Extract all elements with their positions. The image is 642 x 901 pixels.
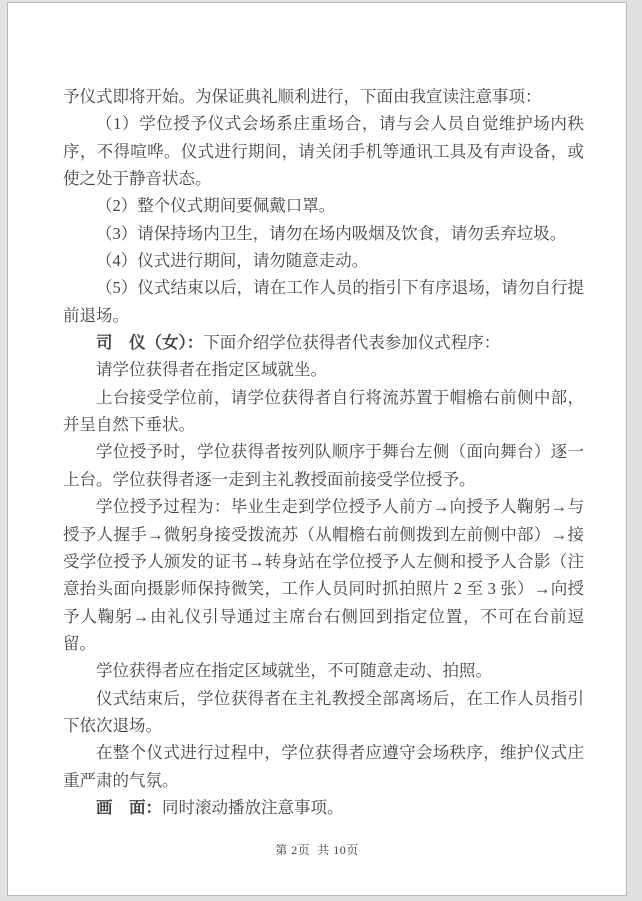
paragraph: 学位授予过程为：毕业生走到学位授予人前方→向授予人鞠躬→与授予人握手→微躬身接受拨流苏（从帽檐右前侧拨到左前侧中部）→接受学位授予人颁发的证书→转身站在学位授予人左侧和授予人合影（注意抬头面向摄影师保持微笑，工作人员同时抓拍照片 2 至 3 张）→向授予人鞠躬→由礼仪引导通过主席台右侧回到指定位置，不可在台前逗留。	[63, 497, 584, 653]
paragraph: 学位授予时，学位获得者按列队顺序于舞台左侧（面向舞台）逐一上台。学位获得者逐一走到主礼教授面前接受学位授予。	[63, 442, 584, 489]
speaker-label: 司 仪（女）：	[96, 333, 204, 353]
page-footer: 第 2页 共 10页	[275, 843, 359, 857]
paragraph: 学位获得者应在指定区域就坐，不可随意走动、拍照。	[96, 661, 492, 681]
paragraph: （1）学位授予仪式会场系庄重场合，请与会人员自觉维护场内秩序，不得喧哗。仪式进行期间，请关闭手机等通讯工具及有声设备，或使之处于静音状态。	[63, 114, 584, 189]
paragraph: 仪式结束后，学位获得者在主礼教授全部离场后，在工作人员指引下依次退场。	[63, 688, 584, 735]
paragraph: （3）请保持场内卫生，请勿在场内吸烟及饮食，请勿丢弃垃圾。	[96, 223, 567, 243]
paragraph: 在整个仪式进行过程中，学位获得者应遵守会场秩序，维护仪式庄重严肃的气氛。	[63, 743, 584, 790]
paragraph: 予仪式即将开始。为保证典礼顺利进行，下面由我宣读注意事项：	[63, 87, 542, 106]
speaker-label: 画 面：	[96, 797, 162, 817]
document-page	[7, 2, 627, 896]
paragraph: （5）仪式结束以后，请在工作人员的指引下有序退场，请勿自行提前退场。	[63, 278, 584, 325]
paragraph: 画 面：同时滚动播放注意事项。	[96, 797, 344, 817]
paragraph: 上台接受学位前，请学位获得者自行将流苏置于帽檐右前侧中部，并呈自然下垂状。	[63, 387, 584, 435]
paragraph: （2）整个仪式期间要佩戴口罩。	[96, 196, 336, 216]
paragraph: 请学位获得者在指定区域就坐。	[96, 360, 327, 380]
document-body	[63, 83, 584, 821]
paragraph: （4）仪式进行期间，请勿随意走动。	[96, 251, 369, 271]
paragraph: 司 仪（女）：下面介绍学位获得者代表参加仪式程序：	[96, 333, 501, 353]
